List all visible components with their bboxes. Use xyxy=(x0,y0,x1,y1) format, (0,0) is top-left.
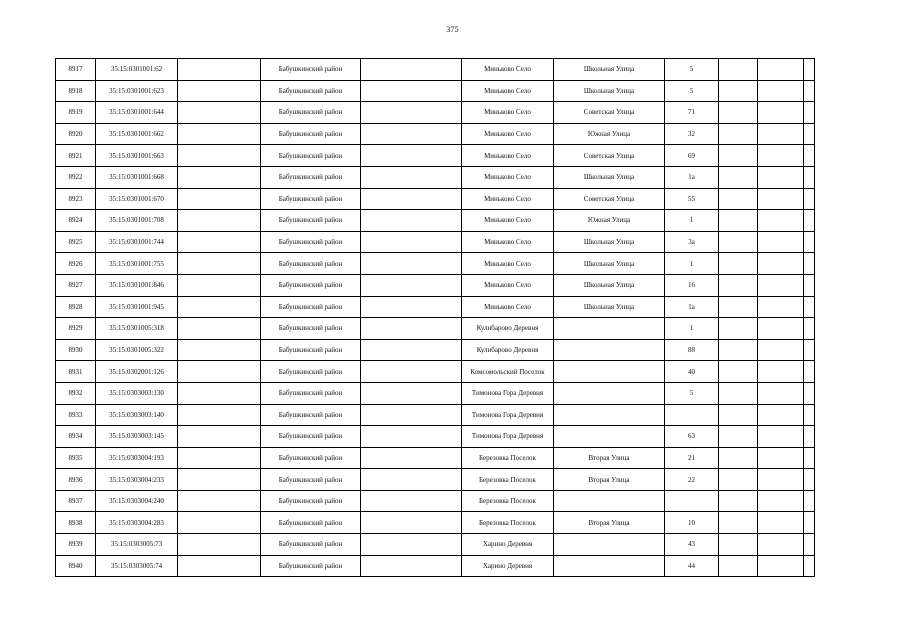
table-row xyxy=(56,404,815,426)
empty-cell xyxy=(719,59,758,81)
cadastral-number-cell: 35:15:0302001:126 xyxy=(96,361,178,383)
empty-cell xyxy=(804,555,815,577)
settlement-cell: Миньково Село xyxy=(462,59,554,81)
empty-cell xyxy=(719,426,758,448)
table-row xyxy=(56,469,815,491)
street-cell xyxy=(554,426,665,448)
empty-cell xyxy=(804,339,815,361)
empty-cell xyxy=(719,339,758,361)
table-row xyxy=(56,382,815,404)
row-number-cell: 8918 xyxy=(56,80,96,102)
district-cell: Бабушкинский район xyxy=(261,490,361,512)
empty-cell xyxy=(719,123,758,145)
district-cell: Бабушкинский район xyxy=(261,231,361,253)
empty-cell xyxy=(758,210,804,232)
empty-cell xyxy=(804,145,815,167)
empty-cell xyxy=(361,145,462,167)
empty-cell xyxy=(178,339,261,361)
district-cell: Бабушкинский район xyxy=(261,145,361,167)
cadastral-number-cell: 35:15:0303003:140 xyxy=(96,404,178,426)
empty-cell xyxy=(758,80,804,102)
cadastral-number-cell: 35:15:0301001:668 xyxy=(96,166,178,188)
street-cell: Советская Улица xyxy=(554,102,665,124)
empty-cell xyxy=(804,382,815,404)
cadastral-number-cell: 35:15:0301001:623 xyxy=(96,80,178,102)
street-cell: Советская Улица xyxy=(554,145,665,167)
street-cell: Школьная Улица xyxy=(554,80,665,102)
table-row xyxy=(56,447,815,469)
cadastral-number-cell: 35:15:0301001:663 xyxy=(96,145,178,167)
district-cell: Бабушкинский район xyxy=(261,102,361,124)
house-number-cell: 1а xyxy=(665,296,719,318)
cadastral-number-cell: 35:15:0301001:670 xyxy=(96,188,178,210)
table-row xyxy=(56,123,815,145)
settlement-cell: Тимонова Гора Деревня xyxy=(462,382,554,404)
settlement-cell: Березовка Поселок xyxy=(462,469,554,491)
empty-cell xyxy=(758,555,804,577)
table-row xyxy=(56,231,815,253)
row-number-cell: 8940 xyxy=(56,555,96,577)
empty-cell xyxy=(361,59,462,81)
empty-cell xyxy=(178,102,261,124)
house-number-cell: 43 xyxy=(665,534,719,556)
empty-cell xyxy=(758,382,804,404)
street-cell: Вторая Улица xyxy=(554,469,665,491)
street-cell xyxy=(554,490,665,512)
house-number-cell: 3а xyxy=(665,231,719,253)
cadastral-number-cell: 35:15:0303004:233 xyxy=(96,469,178,491)
empty-cell xyxy=(758,490,804,512)
empty-cell xyxy=(758,231,804,253)
street-cell: Школьная Улица xyxy=(554,166,665,188)
empty-cell xyxy=(804,231,815,253)
empty-cell xyxy=(178,404,261,426)
empty-cell xyxy=(178,361,261,383)
empty-cell xyxy=(804,188,815,210)
empty-cell xyxy=(758,166,804,188)
empty-cell xyxy=(361,210,462,232)
empty-cell xyxy=(361,274,462,296)
empty-cell xyxy=(178,123,261,145)
empty-cell xyxy=(719,512,758,534)
street-cell xyxy=(554,339,665,361)
empty-cell xyxy=(804,102,815,124)
settlement-cell: Березовка Поселок xyxy=(462,512,554,534)
empty-cell xyxy=(719,361,758,383)
settlement-cell: Миньково Село xyxy=(462,123,554,145)
empty-cell xyxy=(178,512,261,534)
empty-cell xyxy=(758,296,804,318)
empty-cell xyxy=(804,426,815,448)
empty-cell xyxy=(361,123,462,145)
district-cell: Бабушкинский район xyxy=(261,469,361,491)
empty-cell xyxy=(361,447,462,469)
empty-cell xyxy=(804,534,815,556)
cadastral-number-cell: 35:15:0301005:318 xyxy=(96,318,178,340)
row-number-cell: 8934 xyxy=(56,426,96,448)
empty-cell xyxy=(361,469,462,491)
table-row xyxy=(56,80,815,102)
empty-cell xyxy=(178,469,261,491)
row-number-cell: 8917 xyxy=(56,59,96,81)
empty-cell xyxy=(178,426,261,448)
settlement-cell: Миньково Село xyxy=(462,102,554,124)
empty-cell xyxy=(719,490,758,512)
district-cell: Бабушкинский район xyxy=(261,253,361,275)
street-cell: Вторая Улица xyxy=(554,512,665,534)
empty-cell xyxy=(361,102,462,124)
empty-cell xyxy=(719,253,758,275)
empty-cell xyxy=(758,188,804,210)
cadastral-number-cell: 35:15:0301005:322 xyxy=(96,339,178,361)
empty-cell xyxy=(758,123,804,145)
house-number-cell: 44 xyxy=(665,555,719,577)
empty-cell xyxy=(178,210,261,232)
table-body xyxy=(56,59,815,577)
district-cell: Бабушкинский район xyxy=(261,534,361,556)
street-cell: Школьная Улица xyxy=(554,296,665,318)
empty-cell xyxy=(361,166,462,188)
district-cell: Бабушкинский район xyxy=(261,555,361,577)
settlement-cell: Миньково Село xyxy=(462,274,554,296)
district-cell: Бабушкинский район xyxy=(261,80,361,102)
empty-cell xyxy=(758,339,804,361)
street-cell xyxy=(554,382,665,404)
settlement-cell: Миньково Село xyxy=(462,253,554,275)
empty-cell xyxy=(178,555,261,577)
settlement-cell: Харино Деревня xyxy=(462,555,554,577)
empty-cell xyxy=(178,80,261,102)
district-cell: Бабушкинский район xyxy=(261,166,361,188)
empty-cell xyxy=(804,361,815,383)
cadastral-number-cell: 35:15:0301001:755 xyxy=(96,253,178,275)
district-cell: Бабушкинский район xyxy=(261,361,361,383)
street-cell: Советская Улица xyxy=(554,188,665,210)
table-row xyxy=(56,166,815,188)
table-row xyxy=(56,145,815,167)
row-number-cell: 8939 xyxy=(56,534,96,556)
cadastral-number-cell: 35:15:0301001:662 xyxy=(96,123,178,145)
house-number-cell: 40 xyxy=(665,361,719,383)
row-number-cell: 8931 xyxy=(56,361,96,383)
empty-cell xyxy=(178,490,261,512)
empty-cell xyxy=(719,231,758,253)
empty-cell xyxy=(758,274,804,296)
row-number-cell: 8935 xyxy=(56,447,96,469)
row-number-cell: 8923 xyxy=(56,188,96,210)
settlement-cell: Березовка Поселок xyxy=(462,490,554,512)
row-number-cell: 8919 xyxy=(56,102,96,124)
empty-cell xyxy=(804,318,815,340)
street-cell: Южная Улица xyxy=(554,123,665,145)
table-row xyxy=(56,253,815,275)
table-row xyxy=(56,102,815,124)
row-number-cell: 8930 xyxy=(56,339,96,361)
empty-cell xyxy=(361,512,462,534)
empty-cell xyxy=(719,469,758,491)
empty-cell xyxy=(361,339,462,361)
empty-cell xyxy=(361,534,462,556)
house-number-cell: 5 xyxy=(665,382,719,404)
district-cell: Бабушкинский район xyxy=(261,123,361,145)
house-number-cell: 1а xyxy=(665,166,719,188)
settlement-cell: Миньково Село xyxy=(462,231,554,253)
registry-table xyxy=(55,58,815,577)
empty-cell xyxy=(178,534,261,556)
empty-cell xyxy=(178,318,261,340)
empty-cell xyxy=(758,318,804,340)
district-cell: Бабушкинский район xyxy=(261,339,361,361)
table-row xyxy=(56,318,815,340)
empty-cell xyxy=(178,274,261,296)
empty-cell xyxy=(361,404,462,426)
table-row xyxy=(56,490,815,512)
empty-cell xyxy=(804,447,815,469)
district-cell: Бабушкинский район xyxy=(261,59,361,81)
district-cell: Бабушкинский район xyxy=(261,274,361,296)
table-row xyxy=(56,361,815,383)
empty-cell xyxy=(719,145,758,167)
empty-cell xyxy=(178,253,261,275)
settlement-cell: Миньково Село xyxy=(462,210,554,232)
row-number-cell: 8937 xyxy=(56,490,96,512)
empty-cell xyxy=(804,469,815,491)
empty-cell xyxy=(719,188,758,210)
street-cell: Школьная Улица xyxy=(554,274,665,296)
row-number-cell: 8921 xyxy=(56,145,96,167)
empty-cell xyxy=(719,296,758,318)
street-cell: Школьная Улица xyxy=(554,59,665,81)
empty-cell xyxy=(361,555,462,577)
table-row xyxy=(56,426,815,448)
cadastral-number-cell: 35:15:0301001:708 xyxy=(96,210,178,232)
row-number-cell: 8922 xyxy=(56,166,96,188)
house-number-cell: 5 xyxy=(665,59,719,81)
house-number-cell: 16 xyxy=(665,274,719,296)
cadastral-number-cell: 35:15:0301001:945 xyxy=(96,296,178,318)
settlement-cell: Березовка Поселок xyxy=(462,447,554,469)
row-number-cell: 8938 xyxy=(56,512,96,534)
cadastral-number-cell: 35:15:0303004:193 xyxy=(96,447,178,469)
empty-cell xyxy=(361,296,462,318)
house-number-cell xyxy=(665,490,719,512)
empty-cell xyxy=(758,512,804,534)
table-row xyxy=(56,59,815,81)
district-cell: Бабушкинский район xyxy=(261,296,361,318)
district-cell: Бабушкинский район xyxy=(261,318,361,340)
empty-cell xyxy=(178,447,261,469)
row-number-cell: 8936 xyxy=(56,469,96,491)
empty-cell xyxy=(178,166,261,188)
settlement-cell: Миньково Село xyxy=(462,80,554,102)
empty-cell xyxy=(719,534,758,556)
house-number-cell: 71 xyxy=(665,102,719,124)
street-cell xyxy=(554,555,665,577)
street-cell: Вторая Улица xyxy=(554,447,665,469)
empty-cell xyxy=(719,166,758,188)
empty-cell xyxy=(361,318,462,340)
district-cell: Бабушкинский район xyxy=(261,210,361,232)
empty-cell xyxy=(758,404,804,426)
empty-cell xyxy=(361,80,462,102)
cadastral-number-cell: 35:15:0303004:240 xyxy=(96,490,178,512)
house-number-cell: 10 xyxy=(665,512,719,534)
empty-cell xyxy=(178,188,261,210)
empty-cell xyxy=(178,59,261,81)
settlement-cell: Кулибарово Деревня xyxy=(462,318,554,340)
row-number-cell: 8920 xyxy=(56,123,96,145)
settlement-cell: Миньково Село xyxy=(462,188,554,210)
empty-cell xyxy=(758,253,804,275)
row-number-cell: 8928 xyxy=(56,296,96,318)
street-cell: Школьная Улица xyxy=(554,231,665,253)
empty-cell xyxy=(758,145,804,167)
empty-cell xyxy=(361,382,462,404)
page-number: 375 xyxy=(446,25,459,34)
street-cell: Южная Улица xyxy=(554,210,665,232)
row-number-cell: 8926 xyxy=(56,253,96,275)
table-row xyxy=(56,210,815,232)
empty-cell xyxy=(178,145,261,167)
empty-cell xyxy=(719,210,758,232)
empty-cell xyxy=(758,469,804,491)
street-cell xyxy=(554,318,665,340)
house-number-cell: 69 xyxy=(665,145,719,167)
settlement-cell: Харино Деревня xyxy=(462,534,554,556)
empty-cell xyxy=(758,426,804,448)
street-cell xyxy=(554,404,665,426)
district-cell: Бабушкинский район xyxy=(261,512,361,534)
empty-cell xyxy=(758,361,804,383)
empty-cell xyxy=(804,210,815,232)
house-number-cell: 1 xyxy=(665,210,719,232)
cadastral-number-cell: 35:15:0301001:744 xyxy=(96,231,178,253)
empty-cell xyxy=(719,318,758,340)
cadastral-number-cell: 35:15:0301001:846 xyxy=(96,274,178,296)
empty-cell xyxy=(719,274,758,296)
house-number-cell: 1 xyxy=(665,318,719,340)
table-row xyxy=(56,188,815,210)
table-row xyxy=(56,512,815,534)
empty-cell xyxy=(361,253,462,275)
empty-cell xyxy=(804,296,815,318)
cadastral-number-cell: 35:15:0303005:73 xyxy=(96,534,178,556)
street-cell: Школьная Улица xyxy=(554,253,665,275)
house-number-cell: 21 xyxy=(665,447,719,469)
empty-cell xyxy=(361,231,462,253)
empty-cell xyxy=(719,447,758,469)
empty-cell xyxy=(178,231,261,253)
empty-cell xyxy=(719,555,758,577)
house-number-cell: 1 xyxy=(665,253,719,275)
empty-cell xyxy=(758,447,804,469)
house-number-cell: 55 xyxy=(665,188,719,210)
settlement-cell: Тимонова Гора Деревня xyxy=(462,404,554,426)
settlement-cell: Миньково Село xyxy=(462,296,554,318)
settlement-cell: Кулибарово Деревня xyxy=(462,339,554,361)
settlement-cell: Комсомольский Поселок xyxy=(462,361,554,383)
district-cell: Бабушкинский район xyxy=(261,426,361,448)
row-number-cell: 8929 xyxy=(56,318,96,340)
empty-cell xyxy=(361,361,462,383)
district-cell: Бабушкинский район xyxy=(261,404,361,426)
empty-cell xyxy=(361,188,462,210)
empty-cell xyxy=(804,404,815,426)
empty-cell xyxy=(804,490,815,512)
empty-cell xyxy=(804,512,815,534)
empty-cell xyxy=(804,166,815,188)
empty-cell xyxy=(804,253,815,275)
house-number-cell: 32 xyxy=(665,123,719,145)
settlement-cell: Миньково Село xyxy=(462,166,554,188)
house-number-cell: 22 xyxy=(665,469,719,491)
settlement-cell: Тимонова Гора Деревня xyxy=(462,426,554,448)
cadastral-number-cell: 35:15:0301001:644 xyxy=(96,102,178,124)
table-row xyxy=(56,555,815,577)
empty-cell xyxy=(719,102,758,124)
empty-cell xyxy=(719,382,758,404)
row-number-cell: 8924 xyxy=(56,210,96,232)
house-number-cell: 63 xyxy=(665,426,719,448)
empty-cell xyxy=(361,426,462,448)
cadastral-number-cell: 35:15:0303005:74 xyxy=(96,555,178,577)
district-cell: Бабушкинский район xyxy=(261,447,361,469)
cadastral-number-cell: 35:15:0301001:62 xyxy=(96,59,178,81)
empty-cell xyxy=(758,102,804,124)
empty-cell xyxy=(719,404,758,426)
empty-cell xyxy=(758,534,804,556)
street-cell xyxy=(554,534,665,556)
cadastral-number-cell: 35:15:0303004:283 xyxy=(96,512,178,534)
settlement-cell: Миньково Село xyxy=(462,145,554,167)
district-cell: Бабушкинский район xyxy=(261,188,361,210)
empty-cell xyxy=(804,80,815,102)
house-number-cell: 5 xyxy=(665,80,719,102)
empty-cell xyxy=(178,382,261,404)
row-number-cell: 8927 xyxy=(56,274,96,296)
empty-cell xyxy=(758,59,804,81)
table-row xyxy=(56,296,815,318)
cadastral-number-cell: 35:15:0303003:145 xyxy=(96,426,178,448)
empty-cell xyxy=(361,490,462,512)
empty-cell xyxy=(178,296,261,318)
empty-cell xyxy=(719,80,758,102)
row-number-cell: 8933 xyxy=(56,404,96,426)
cadastral-number-cell: 35:15:0303003:130 xyxy=(96,382,178,404)
street-cell xyxy=(554,361,665,383)
empty-cell xyxy=(804,59,815,81)
district-cell: Бабушкинский район xyxy=(261,382,361,404)
empty-cell xyxy=(804,274,815,296)
house-number-cell xyxy=(665,404,719,426)
table-row xyxy=(56,339,815,361)
row-number-cell: 8932 xyxy=(56,382,96,404)
table-row xyxy=(56,534,815,556)
empty-cell xyxy=(804,123,815,145)
row-number-cell: 8925 xyxy=(56,231,96,253)
table-row xyxy=(56,274,815,296)
house-number-cell: 88 xyxy=(665,339,719,361)
